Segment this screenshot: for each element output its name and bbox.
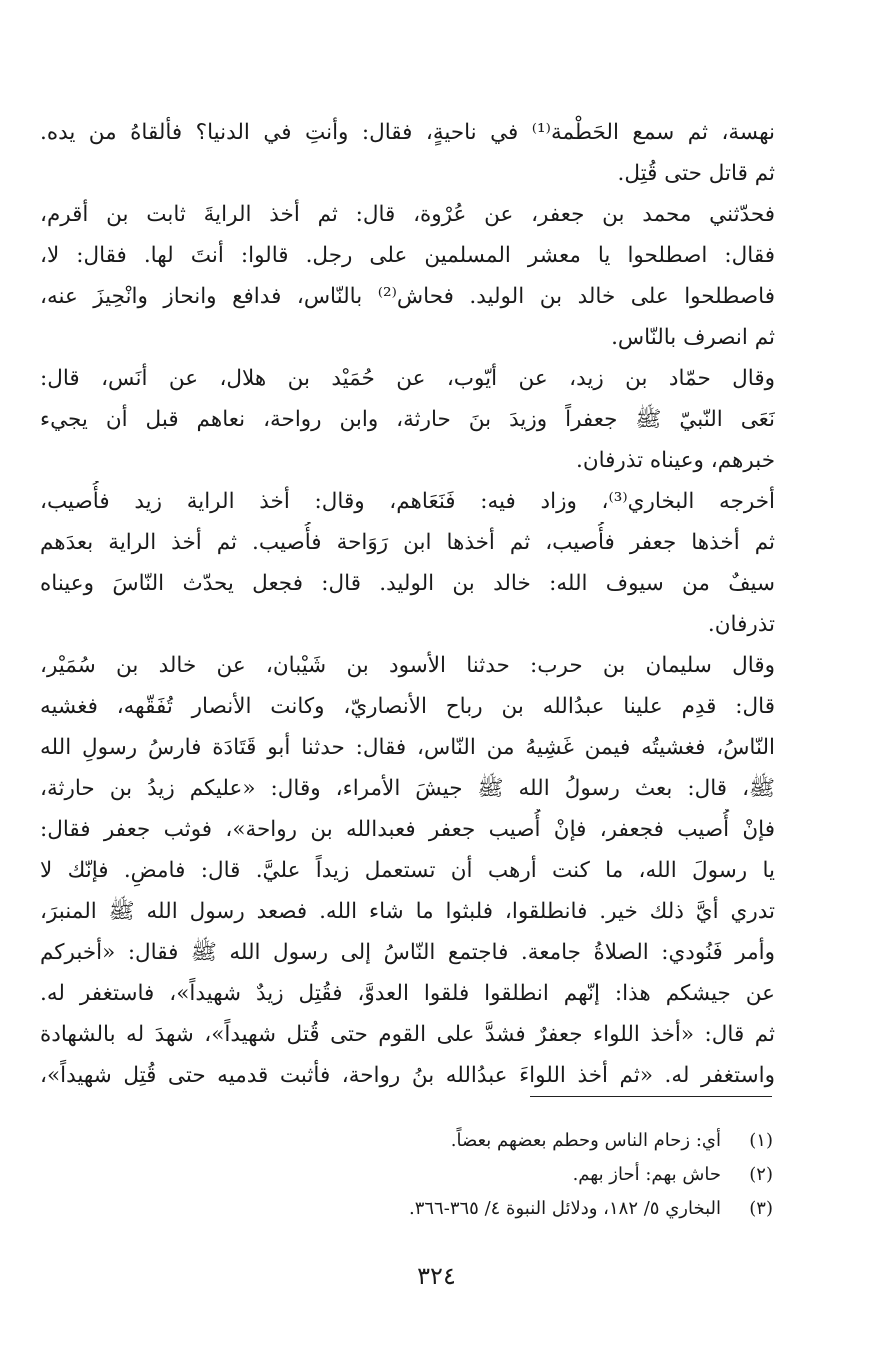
footnote-text: حاش بهم: أحاز بهم.: [572, 1164, 721, 1185]
footnote-item: [133, 1158, 773, 1192]
text-line: أخرجه البخاري⁽³⁾، وزاد فيه: فَنَعَاهم، وقال: أخذ الراية زيد فأُصيب،: [40, 489, 775, 514]
footnote-number: (١): [749, 1130, 773, 1151]
footnote-divider: [530, 1096, 772, 1097]
text-line: فاصطلحوا على خالد بن الوليد. فحاش⁽²⁾ بالنّاس، فدافع وانحاز وانْحِيزَ عنه،: [40, 284, 775, 309]
footnotes: [133, 1124, 773, 1226]
text-line: وقال حمّاد بن زيد، عن أيّوب، عن حُمَيْد بن هلال، عن أنَس، قال:: [40, 366, 775, 391]
text-line: وأمر فَنُودي: الصلاةُ جامعة. فاجتمع النّاسُ إلى رسول الله ﷺ فقال: «أخبركم: [40, 940, 775, 965]
footnote-number: (٢): [749, 1164, 773, 1185]
text-line: واستغفر له. «ثم أخذ اللواءَ عبدُالله بنُ رواحة، فأثبت قدميه حتى قُتِل شهيداً»،: [40, 1063, 775, 1088]
text-line: قال: قدِم علينا عبدُالله بن رباح الأنصاريّ، وكانت الأنصار تُفَقّهه، فغشيه: [40, 694, 775, 719]
text-line: ثم انصرف بالنّاس.: [611, 325, 775, 350]
text-line: تدري أيَّ ذلك خير. فانطلقوا، فلبثوا ما شاء الله. فصعد رسول الله ﷺ المنبرَ،: [40, 899, 775, 924]
text-line: نَعَى النّبيّ ﷺ جعفراً وزيدَ بنَ حارثة، وابن رواحة، نعاهم قبل أن يجيء: [40, 407, 775, 432]
text-line: عن جيشكم هذا: إنّهم انطلقوا فلقوا العدوَّ، فقُتِل زيدٌ شهيداً»، فاستغفر له.: [40, 981, 775, 1006]
text-line: وقال سليمان بن حرب: حدثنا الأسود بن شَيْبان، عن خالد بن سُمَيْر،: [40, 653, 775, 678]
footnote-item: [133, 1192, 773, 1226]
page-number: ٣٢٤: [417, 1262, 456, 1290]
text-line: يا رسولَ الله، ما كنت أرهب أن تستعمل زيداً عليَّ. قال: فامضِ. فإنّك لا: [40, 858, 775, 883]
text-line: نهسة، ثم سمع الحَطْمة⁽¹⁾ في ناحيةٍ، فقال: وأنتِ في الدنيا؟ فألقاهُ من يده.: [40, 120, 775, 145]
text-line: فحدّثني محمد بن جعفر، عن عُرْوة، قال: ثم أخذ الرايةَ ثابت بن أقرم،: [40, 202, 775, 227]
text-line: فإنْ أُصيب فجعفر، فإنْ أُصيب جعفر فعبدالله بن رواحة»، فوثب جعفر فقال:: [40, 817, 775, 842]
footnote-number: (٣): [749, 1198, 773, 1219]
text-line: ﷺ، قال: بعث رسولُ الله ﷺ جيشَ الأمراء، وقال: «عليكم زيدُ بن حارثة،: [40, 776, 775, 801]
text-line: تذرفان.: [707, 612, 775, 637]
text-line: سيفٌ من سيوف الله: خالد بن الوليد. قال: فجعل يحدّث النّاسَ وعيناه: [40, 571, 775, 596]
main-text: [40, 112, 775, 1096]
text-line: خبرهم، وعيناه تذرفان.: [575, 448, 775, 473]
footnote-text: أي: زحام الناس وحطم بعضهم بعضاً.: [450, 1130, 721, 1151]
text-line: ثم قاتل حتى قُتِل.: [617, 161, 775, 186]
text-line: فقال: اصطلحوا يا معشر المسلمين على رجل. قالوا: أنتَ لها. فقال: لا،: [40, 243, 775, 268]
footnote-item: [133, 1124, 773, 1158]
text-line: ثم أخذها جعفر فأُصيب، ثم أخذها ابن رَوَاحة فأُصيب. ثم أخذ الراية بعدَهم: [40, 530, 775, 555]
text-line: النّاسُ، فغشيتُه فيمن غَشِيهُ من النّاس، فقال: حدثنا أبو قَتَادَة فارسُ رسولِ الله: [40, 735, 775, 760]
footnote-text: البخاري ٥/ ١٨٢، ودلائل النبوة ٤/ ٣٦٥-٣٦٦.: [408, 1198, 721, 1219]
text-line: ثم قال: «أخذ اللواء جعفرٌ فشدَّ على القوم حتى قُتل شهيداً»، شهدَ له بالشهادة: [40, 1022, 775, 1047]
